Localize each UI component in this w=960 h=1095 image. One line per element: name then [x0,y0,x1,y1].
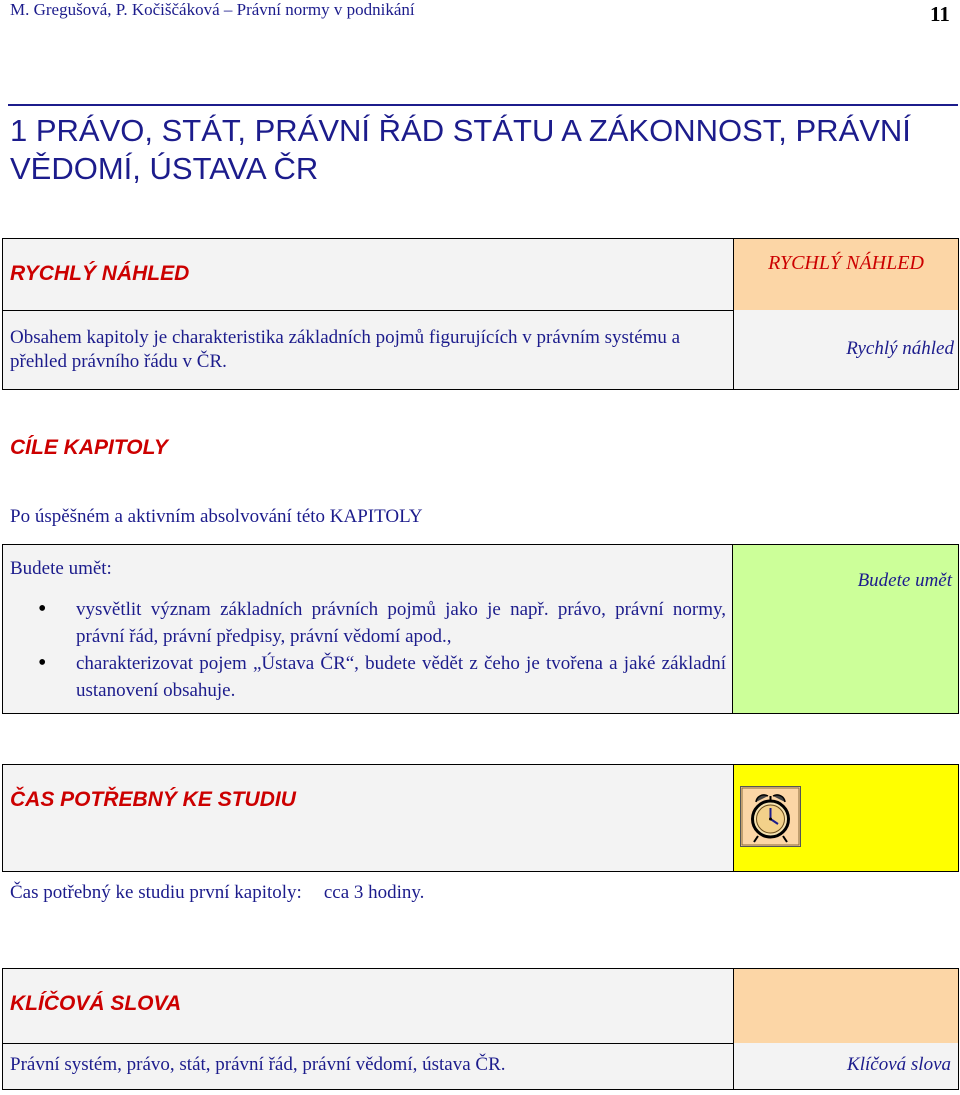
quick-preview-heading: RYCHLÝ NÁHLED [10,262,190,285]
quick-preview-text: Obsahem kapitoly je charakteristika základních pojmů figurujících v právním systému a přehled právního řádu v ČR. [10,327,681,372]
alarm-clock-icon [740,786,801,847]
goals-list-item: • charakterizovat pojem „Ústava ČR“, budete vědět z čeho je tvořena a jaké základní ustanovení obsahuje. [30,650,726,704]
study-time-heading: ČAS POTŘEBNÝ KE STUDIU [10,788,296,811]
goals-heading: CÍLE KAPITOLY [10,436,168,459]
running-header: M. Gregušová, P. Kočiščáková – Právní normy v podnikání [10,0,415,19]
quick-preview-side-label: Rychlý náhled [846,338,954,359]
goals-list-item: • vysvětlit význam základních právních pojmů jako je např. právo, právní normy, právní řád, právní předpisy, právní vědomí apod., [30,596,726,650]
quick-preview-divider [2,310,733,311]
goals-you-will: Budete umět: [10,558,112,579]
goals-intro: Po úspěšném a aktivním absolvování této KAPITOLY [10,506,423,527]
keywords-divider [2,1043,733,1044]
study-time-text [10,882,424,904]
quick-preview-banner-label: RYCHLÝ NÁHLED [768,252,924,274]
keywords-side-label: Klíčová slova [847,1054,951,1075]
page-number: 11 [930,2,950,26]
goals-side-label: Budete umět [857,570,952,591]
study-time-label: Čas potřebný ke studiu první kapitoly: [10,882,302,903]
keywords-heading: KLÍČOVÁ SLOVA [10,992,182,1015]
keywords-side-banner [734,969,958,1043]
study-time-value: cca 3 hodiny. [323,882,425,903]
header-rule [8,104,958,106]
goals-list [30,596,726,704]
keywords-text: Právní systém, právo, stát, právní řád, právní vědomí, ústava ČR. [10,1054,506,1075]
chapter-title: 1 PRÁVO, STÁT, PRÁVNÍ ŘÁD STÁTU A ZÁKONNOST, PRÁVNÍ VĚDOMÍ, ÚSTAVA ČR [10,113,911,186]
study-time-column-rule [733,764,734,872]
